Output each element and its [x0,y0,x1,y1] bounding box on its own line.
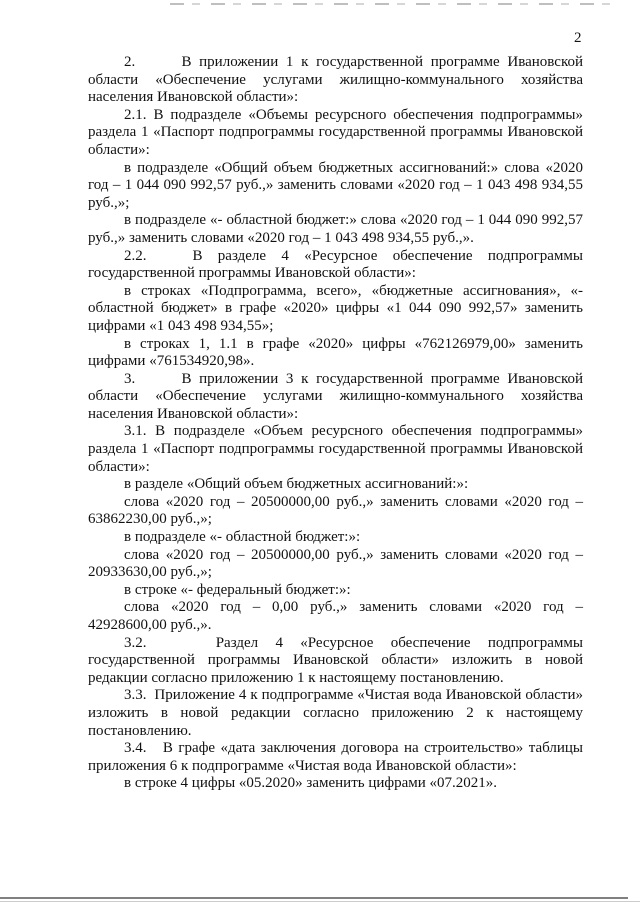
paragraph-3-4-a: в строке 4 цифры «05.2020» заменить цифрами «07.2021». [124,775,498,792]
paragraph-3-4: 3.4. В графе «дата заключения договора на строительство» таблицы приложения 6 к подпрограмме «Чистая вода Ивановской области»: [88,740,583,774]
paragraph-3-1-b: слова «2020 год – 20500000,00 руб.,» заменить словами «2020 год – 20933630,00 руб.,»; [88,546,583,581]
paragraph-2-2: 2.2. В разделе 4 «Ресурсное обеспечение подпрограммы государственной программы Ивановской области»: [88,247,583,282]
scan-artifact-top [170,3,620,5]
paragraph-3-1: 3.1. В подразделе «Объем ресурсного обеспечения подпрограммы» раздела 1 «Паспорт подпрограммы государственной программы Ивановской области»: [88,423,583,475]
paragraph-2-2-a: в строках «Подпрограмма, всего», «бюджетные ассигнования», «- областной бюджет» в графе «2020» цифры «1 044 090 992,57» заменить цифрами «1 043 498 934,55»; [88,282,583,334]
page-number: 2 [574,30,582,46]
paragraph-3-3: 3.3. Приложение 4 к подпрограмме «Чистая вода Ивановской области» изложить в новой редакции согласно приложению 2 к настоящему постановлению. [88,687,583,739]
document-body [88,54,583,793]
paragraph-3: 3. В приложении 3 к государственной программе Ивановской области «Обеспечение услугами жилищно-коммунального хозяйства населения Ивановской области»: [88,370,583,422]
paragraph-3-1-heading-a: в разделе «Общий объем бюджетных ассигнований:»: [124,476,469,493]
paragraph-2-1-b: в подразделе «- областной бюджет:» слова «2020 год – 1 044 090 992,57 руб.,» заменить словами «2020 год – 1 043 498 934,55 руб.,». [88,212,583,246]
paragraph-3-1-a: слова «2020 год – 20500000,00 руб.,» заменить словами «2020 год – 63862230,00 руб.,»; [88,493,583,528]
paragraph-3-1-heading-b: в подразделе «- областной бюджет:»: [124,529,361,546]
scan-artifact-bottom-line [0,901,640,902]
paragraph-2-2-b: в строках 1, 1.1 в графе «2020» цифры «762126979,00» заменить цифрами «761534920,98». [88,335,583,370]
paragraph-3-1-heading-c: в строке «- федеральный бюджет:»: [124,581,351,598]
scan-artifact-bottom [0,897,628,899]
paragraph-2: 2. В приложении 1 к государственной программе Ивановской области «Обеспечение услугами жилищно-коммунального хозяйства населения Ивановской области»: [88,54,583,106]
paragraph-3-2: 3.2. Раздел 4 «Ресурсное обеспечение подпрограммы государственной программы Ивановской области» изложить в новой редакции согласно приложению 1 к настоящему постановлению. [88,634,583,686]
paragraph-3-1-c: слова «2020 год – 0,00 руб.,» заменить словами «2020 год – 42928600,00 руб.,». [88,599,583,633]
paragraph-2-1: 2.1. В подразделе «Объемы ресурсного обеспечения подпрограммы» раздела 1 «Паспорт подпрограммы государственной программы Ивановской области»: [88,106,583,158]
paragraph-2-1-a: в подразделе «Общий объем бюджетных ассигнований:» слова «2020 год – 1 044 090 992,57 руб.,» заменить словами «2020 год – 1 043 498 934,55 руб.,»; [88,159,583,211]
